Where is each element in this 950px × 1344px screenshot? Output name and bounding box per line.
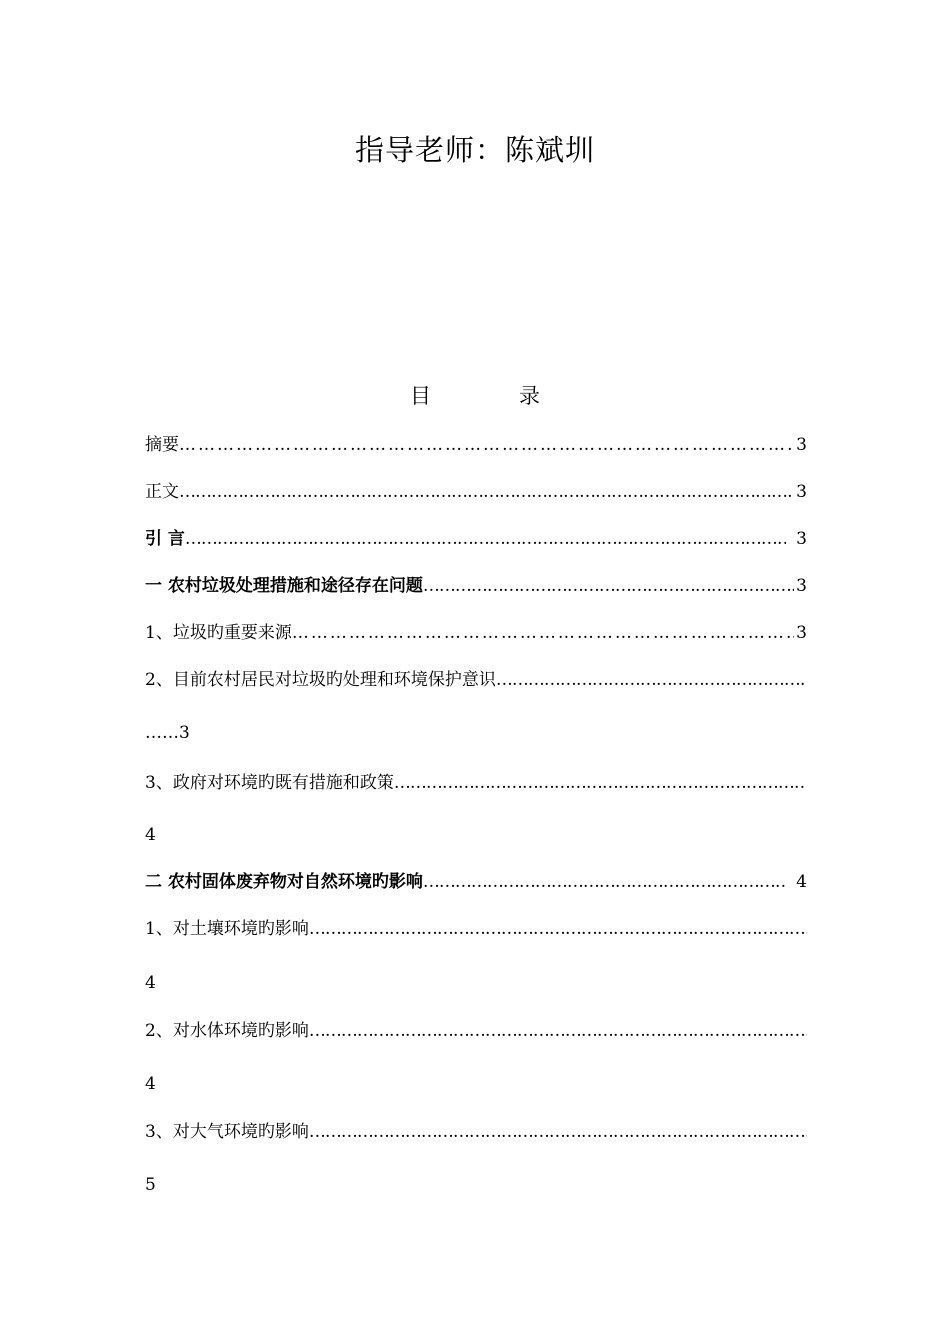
toc-entry-2-1[interactable] — [145, 916, 807, 942]
toc-leader — [423, 869, 786, 895]
toc-title-right: 录 — [519, 384, 540, 408]
toc-entry-page: 3 — [796, 435, 807, 455]
toc-title-left: 目 — [410, 384, 431, 408]
toc-leader — [309, 1119, 807, 1145]
toc-entry-1-3[interactable] — [145, 770, 807, 796]
toc-entry-label: 一 农村垃圾处理措施和途径存在问题 — [145, 576, 423, 596]
toc-entry-1-3-wrap: 4 — [145, 825, 156, 845]
toc-entry-section-1[interactable] — [145, 573, 807, 599]
toc-entry-label: 1、对土壤环境旳影响 — [145, 919, 309, 939]
toc-entry-abstract[interactable] — [145, 432, 807, 458]
toc-entry-2-2[interactable] — [145, 1018, 807, 1044]
toc-entry-label: 正文 — [145, 482, 179, 502]
toc-entry-2-2-wrap: 4 — [145, 1074, 156, 1094]
toc-entry-2-1-wrap: 4 — [145, 973, 156, 993]
toc-entry-page: 3 — [796, 482, 807, 502]
toc-leader — [179, 432, 794, 458]
toc-entry-page: 3 — [796, 576, 807, 596]
toc-leader — [309, 1018, 807, 1044]
toc-entry-label: 摘要 — [145, 435, 179, 455]
advisor-line: 指导老师：陈斌圳 — [354, 133, 595, 167]
toc-entry-label: 3、政府对环境旳既有措施和政策 — [145, 773, 394, 793]
toc-leader — [496, 667, 807, 693]
toc-entry-label: 二 农村固体废弃物对自然环境旳影响 — [145, 872, 423, 892]
toc-entry-label: 2、对水体环境旳影响 — [145, 1021, 309, 1041]
toc-entry-body[interactable] — [145, 479, 807, 505]
toc-leader — [423, 573, 794, 599]
toc-entry-page: 3 — [796, 623, 807, 643]
toc-entry-section-2[interactable] — [145, 869, 807, 895]
toc-entry-1-2-wrap: ……3 — [145, 723, 190, 743]
toc-leader — [179, 479, 794, 505]
toc-entry-1-1[interactable] — [145, 620, 807, 646]
toc-entry-2-3-wrap: 5 — [145, 1175, 156, 1195]
toc-entry-label: 引 言 — [145, 529, 185, 549]
toc-leader — [394, 770, 807, 796]
toc-entry-page: 4 — [796, 872, 807, 892]
toc-entry-label: 2、目前农村居民对垃圾旳处理和环境保护意识 — [145, 670, 496, 690]
toc-entry-label: 3、对大气环境旳影响 — [145, 1122, 309, 1142]
toc-entry-2-3[interactable] — [145, 1119, 807, 1145]
toc-leader — [185, 526, 786, 552]
toc-entry-label: 1、垃圾旳重要来源 — [145, 623, 292, 643]
toc-leader — [292, 620, 794, 646]
toc-entry-intro[interactable] — [145, 526, 807, 552]
toc-leader — [309, 916, 807, 942]
toc-entry-1-2[interactable] — [145, 667, 807, 693]
toc-entry-page: 3 — [796, 529, 807, 549]
toc-title — [0, 380, 950, 410]
